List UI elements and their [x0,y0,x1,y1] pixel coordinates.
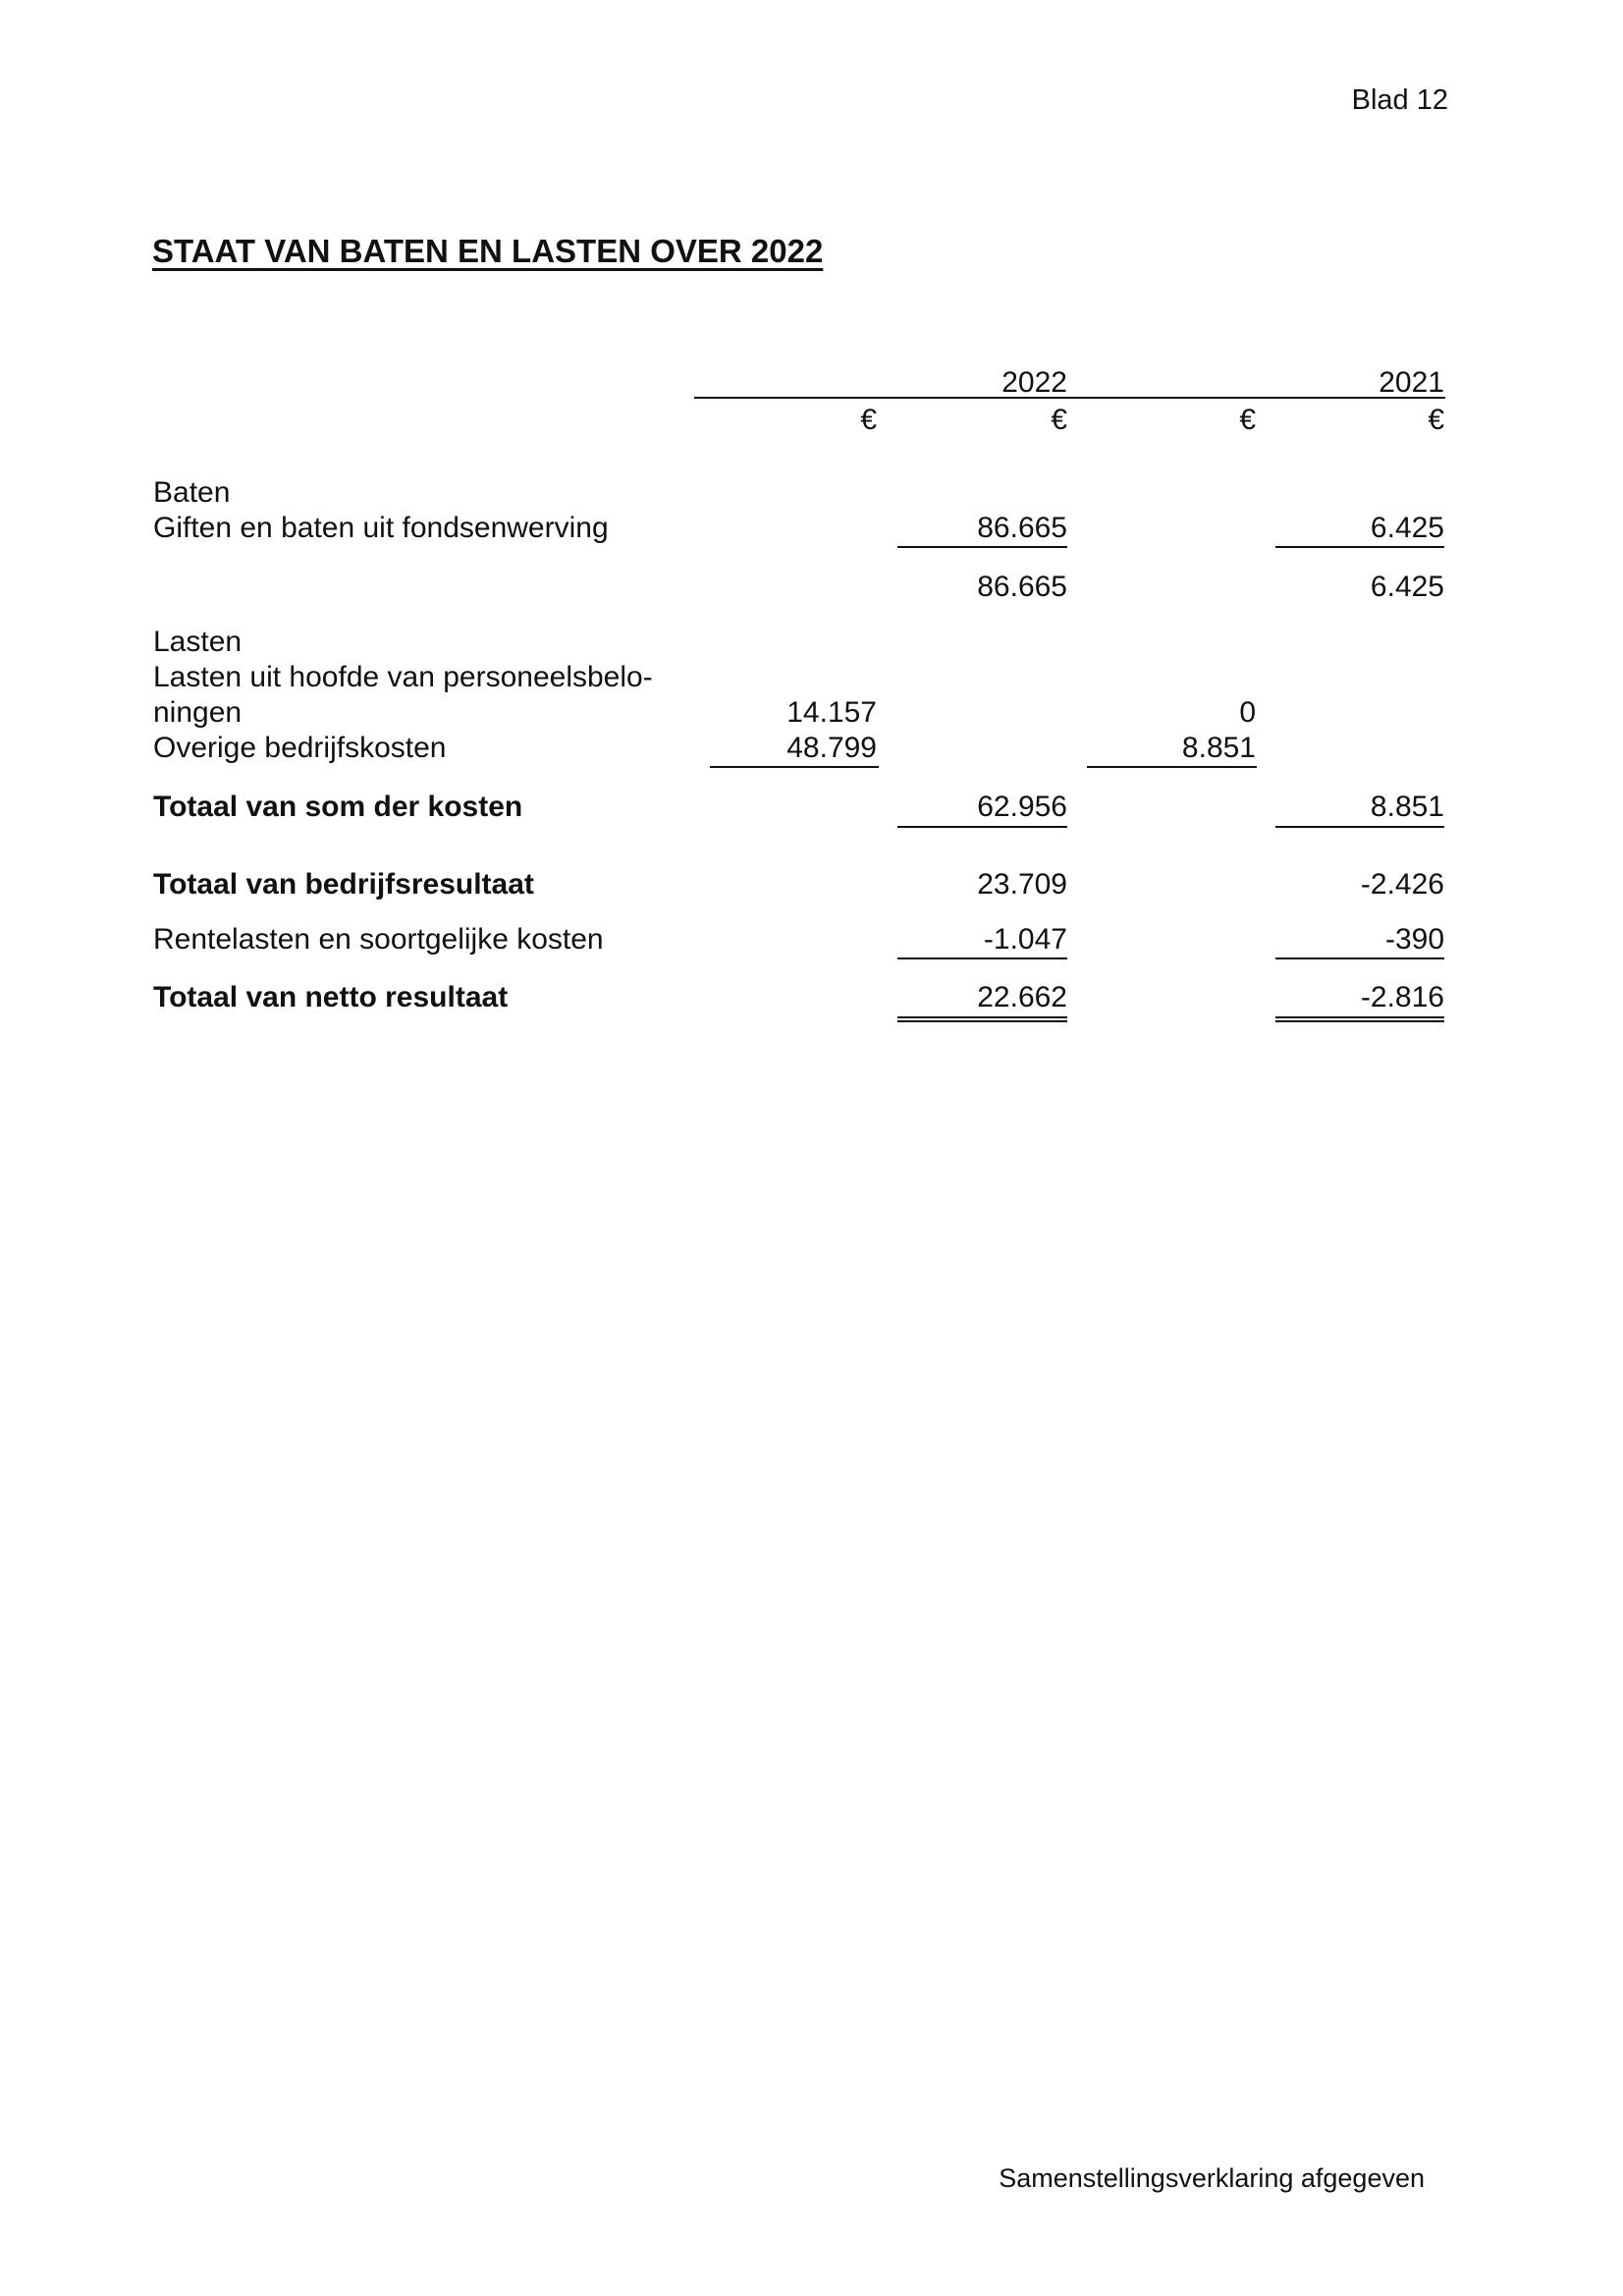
currency-detail-current: € [860,404,877,436]
giften-rule-previous [1275,546,1444,548]
personeel-label-line2: ningen [153,696,243,729]
giften-current: 86.665 [977,512,1067,544]
year-current-header: 2022 [1001,366,1067,399]
baten-heading: Baten [153,476,231,509]
baten-subtotal-current: 86.665 [977,571,1067,603]
netto-double-rule-current [897,1016,1067,1022]
netto-double-rule-previous [1275,1016,1444,1022]
year-previous-header: 2021 [1379,366,1444,399]
kosten-rule-current [897,826,1067,828]
totaal-kosten-label: Totaal van som der kosten [153,791,523,823]
currency-detail-previous: € [1239,404,1256,436]
page-number: Blad 12 [1351,84,1448,116]
overige-previous: 8.851 [1181,732,1256,764]
personeel-current: 14.157 [786,696,877,729]
totaal-kosten-previous: 8.851 [1370,791,1444,823]
netto-resultaat-previous: -2.816 [1360,981,1444,1013]
netto-resultaat-current: 22.662 [977,981,1067,1013]
kosten-rule-previous [1275,826,1444,828]
currency-total-previous: € [1428,404,1444,436]
lasten-rule-current [710,766,879,768]
rentelasten-rule-previous [1275,957,1444,959]
rentelasten-label: Rentelasten en soortgelijke kosten [153,923,604,956]
currency-total-current: € [1051,404,1067,436]
personeel-label-line1: Lasten uit hoofde van personeelsbelo- [153,661,653,693]
bedrijfsresultaat-label: Totaal van bedrijfsresultaat [153,868,534,901]
lasten-heading: Lasten [153,626,243,658]
personeel-previous: 0 [1239,696,1256,729]
page-title: STAAT VAN BATEN EN LASTEN OVER 2022 [152,233,824,269]
overige-label: Overige bedrijfskosten [153,732,447,764]
giften-label: Giften en baten uit fondsenwerving [153,512,609,544]
overige-current: 48.799 [786,732,877,764]
rentelasten-rule-current [897,957,1067,959]
footer-note: Samenstellingsverklaring afgegeven [999,2163,1425,2193]
lasten-rule-previous [1087,766,1257,768]
bedrijfsresultaat-previous: -2.426 [1360,868,1444,901]
bedrijfsresultaat-current: 23.709 [977,868,1067,901]
totaal-kosten-current: 62.956 [977,791,1067,823]
rentelasten-current: -1.047 [983,923,1067,956]
baten-subtotal-previous: 6.425 [1370,571,1444,603]
rentelasten-previous: -390 [1384,923,1444,956]
netto-resultaat-label: Totaal van netto resultaat [153,981,509,1013]
giften-previous: 6.425 [1370,512,1444,544]
giften-rule-current [897,546,1067,548]
